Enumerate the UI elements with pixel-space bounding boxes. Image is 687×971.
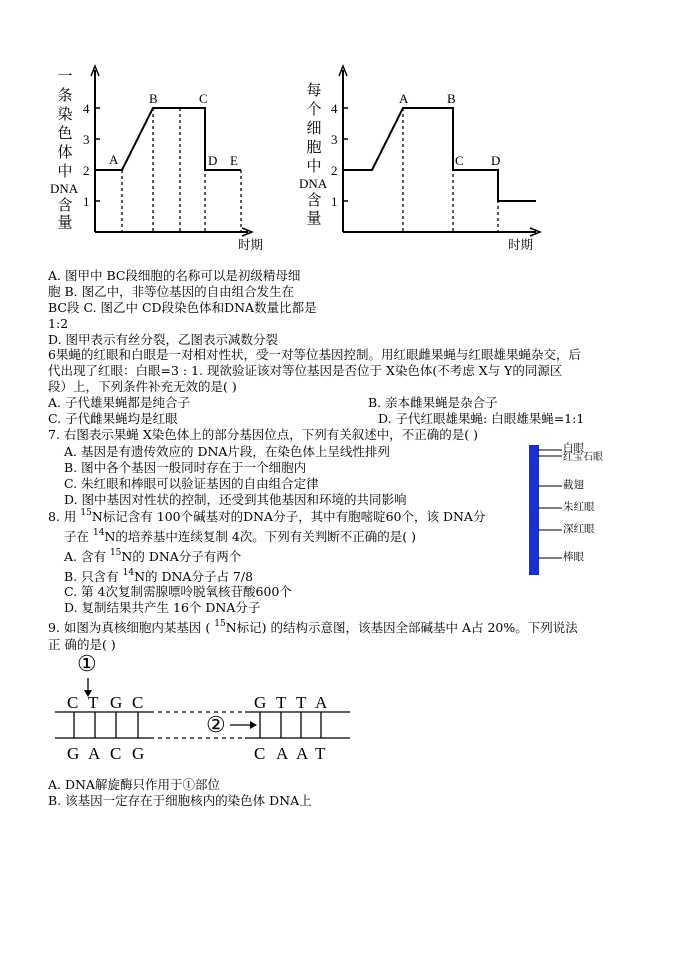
fig2-ylabel-char: 个 (306, 100, 322, 118)
fig1-point-label: A (109, 152, 119, 167)
fig1-ylabel-char: 色 (57, 124, 73, 142)
q9-stem-line2: 正 确的是( ) (48, 637, 116, 652)
fig2-point-label: A (399, 91, 409, 106)
q9-option-b: B. 该基因一定存在于细胞核内的染色体 DNA上 (48, 793, 312, 808)
q7-stem: 7. 右图表示果蝇 X染色体上的部分基因位点，下列有关叙述中，不正确的是( ) (48, 427, 479, 442)
base-top-left: T (88, 693, 99, 712)
q6-stem-line1: 6果蝇的红眼和白眼是一对相对性状，受一对等位基因控制。用红眼雌果蝇与红眼雄果蝇杂交，后 (48, 347, 581, 362)
fig1-ylabel-char: 中 (57, 162, 73, 180)
gene-label: 白眼 (563, 442, 584, 454)
q8-stem-line2: 子在 $^{14}$N的培养基中连续复制 4次。下列有关判断不正确的是( ) (64, 528, 417, 544)
q8-option-b: B. 只含有 $^{14}$N的 DNA分子占 7/8 (64, 568, 254, 584)
fig2-ylabel-char: DNA (299, 176, 328, 191)
q5-option-a-line3: BC段 C. 图乙中 CD段染色体和DNA数量比都是 (48, 300, 317, 315)
base-top-right: T (296, 693, 307, 712)
fig2-ylabel-char: 胞 (306, 138, 322, 156)
fig1-ylabel-char: 体 (57, 143, 73, 161)
q5-option-d: D. 图甲表示有丝分裂，乙图表示减数分裂 (48, 332, 279, 347)
q8-option-d: D. 复制结果共产生 16个 DNA分子 (64, 600, 261, 615)
base-bottom-right: C (254, 744, 266, 763)
base-top-left: G (110, 693, 123, 712)
fig1-ylabel-char: 量 (57, 213, 73, 231)
q9-option-a: A. DNA解旋酶只作用于①部位 (48, 777, 220, 792)
base-top-right: A (315, 693, 328, 712)
fig2-point-label: B (447, 91, 456, 106)
fig2-point-label: C (455, 153, 464, 168)
dna-strands (0, 650, 400, 770)
base-top-right: T (276, 693, 287, 712)
gene-label: 红宝石眼 (563, 452, 603, 463)
fig1-ylabel-char: 一 (57, 67, 73, 85)
q7-option-b: B. 图中各个基因一般同时存在于一个细胞内 (64, 460, 307, 475)
fig2-ytick: 1 (331, 194, 338, 209)
q5-option-a-line2: 胞 B. 图乙中，非等位基因的自由组合发生在 (48, 284, 295, 299)
fig1-point-label: E (230, 153, 238, 168)
base-bottom-left: A (88, 744, 101, 763)
base-bottom-right: T (315, 744, 326, 763)
fig1-ylabel-char: 含 (57, 196, 73, 214)
q7-option-d: D. 图中基因对性状的控制，还受到其他基因和环境的共同影响 (64, 492, 407, 507)
base-bottom-right: A (296, 744, 309, 763)
gene-label: 棒眼 (563, 551, 584, 563)
q5-option-a-line1: A. 图甲中 BC段细胞的名称可以是初级精母细 (48, 268, 301, 283)
fig1-point-label: B (149, 91, 158, 106)
base-top-right: G (254, 693, 267, 712)
fig1-ylabel-char: 染 (57, 105, 73, 123)
q6-stem-line2: 代出现了红眼：白眼=3 : 1. 现欲验证该对等位基因是否位于 X染色体(不考虑 X与 Y的同源区 (48, 363, 563, 378)
fig2-ylabel-char: 细 (306, 119, 322, 137)
fig2-ytick: 4 (331, 101, 338, 116)
fig2-point-label: D (491, 153, 501, 168)
fig1-ylabel-char: DNA (50, 181, 79, 196)
base-bottom-left: G (67, 744, 80, 763)
q8-stem-line1: 8. 用 $^{15}$N标记含有 100个碱基对的DNA分子，其中有胞嘧啶60个，该 DNA分 (48, 508, 486, 524)
fig2-ylabel-char: 量 (306, 209, 322, 227)
fig2-ytick: 3 (331, 132, 338, 147)
base-top-left: C (67, 693, 79, 712)
gene-label: 深红眼 (563, 523, 595, 535)
fig2-ylabel-char: 每 (306, 81, 322, 99)
fig1-ytick: 2 (83, 163, 90, 178)
q6-option-c: C. 子代雌果蝇均是红眼 (48, 411, 178, 426)
q6-option-a: A. 子代雄果蝇都是纯合子 (48, 395, 190, 410)
q9-stem-line1: 9. 如图为真核细胞内某基因 ( $^{15}$N标记) 的结构示意图，该基因全部碱基中 A占 20%。下列说法 (48, 619, 578, 635)
dna-marker-2: ② (206, 713, 226, 738)
fig1-point-label: C (199, 91, 208, 106)
fig1-ytick: 4 (83, 101, 90, 116)
q6-stem-line3: 段）上，下列条件补充无效的是( ) (48, 379, 237, 394)
q6-option-d: D. 子代红眼雄果蝇: 白眼雄果蝇=1:1 (378, 411, 585, 426)
q6-option-b: B. 亲本雌果蝇是杂合子 (368, 395, 498, 410)
dna-marker-1: ① (77, 652, 97, 677)
q8-option-c: C. 第 4次复制需腺嘌呤脱氧核苷酸600个 (64, 584, 292, 599)
q7-option-c: C. 朱红眼和棒眼可以验证基因的自由组合定律 (64, 476, 319, 491)
base-bottom-right: A (276, 744, 289, 763)
fig1-xlabel: 时期 (238, 237, 264, 252)
fig1-plot (0, 0, 300, 255)
gene-label: 朱红眼 (563, 501, 595, 513)
fig2-ytick: 2 (331, 163, 338, 178)
fig1-ytick: 1 (83, 194, 90, 209)
q7-option-a: A. 基因是有遗传效应的 DNA片段，在染色体上呈线性排列 (64, 444, 390, 459)
fig2-ylabel-char: 中 (306, 157, 322, 175)
q8-option-a: A. 含有 $^{15}$N的 DNA分子有两个 (64, 548, 242, 564)
q5-option-a-line4: 1:2 (48, 316, 69, 331)
fig1-ytick: 3 (83, 132, 90, 147)
base-bottom-left: C (110, 744, 122, 763)
base-top-left: C (132, 693, 144, 712)
fig2-ylabel-char: 含 (306, 191, 322, 209)
gene-label: 截翅 (563, 479, 584, 491)
fig1-point-label: D (208, 153, 218, 168)
fig2-xlabel: 时期 (508, 237, 534, 252)
fig1-ylabel-char: 条 (57, 86, 73, 104)
fig2-plot (300, 0, 560, 255)
base-bottom-left: G (132, 744, 145, 763)
